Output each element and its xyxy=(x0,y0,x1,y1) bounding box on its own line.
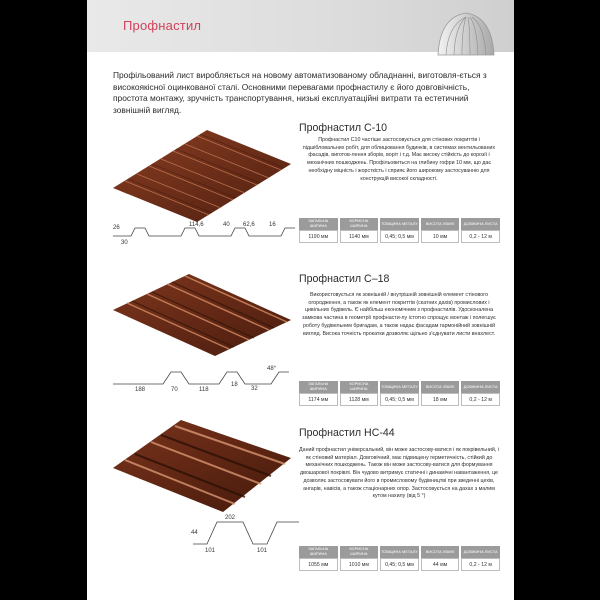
dim-label: 188 xyxy=(135,387,146,392)
spec-value: 0,2 - 12 м xyxy=(461,230,500,243)
spec-value: 1190 мм xyxy=(299,230,338,243)
dim-label: 62,6 xyxy=(243,222,255,228)
dim-label: 101 xyxy=(205,548,216,554)
page-title: Профнастил xyxy=(123,18,202,33)
spec-value: 1174 мм xyxy=(299,393,338,406)
spec-header: КОРИСНА ШИРИНА xyxy=(340,546,379,558)
spec-value: 10 мм xyxy=(421,230,460,243)
spec-value: 1140 мм xyxy=(340,230,379,243)
spec-value: 0,45; 0,5 мм xyxy=(380,230,419,243)
profile-c10-drawing xyxy=(111,220,297,246)
dim-label: 101 xyxy=(257,548,268,554)
spec-value: 18 мм xyxy=(421,393,460,406)
dim-label: 118 xyxy=(199,387,209,392)
product-description-c10: Профнастил С10 частіше застосовується для стінових покриттів і підшібловальних робіт, для облицювання будинків, в системах вентильованих фасадів, виготов-лення зборів, воріт і т.д. Має високу стійкість до корозії і механічних пошкоджень. Профільовиться на глибину гофри 10 мм, що дає необхідну міцність і жорсткість і сприяє його широкому застосуванню для конструкцій високої складності. xyxy=(302,137,496,182)
product-description-hc44: Даний профнастил універсальний, він може застосову-ватися і як покрівельний, і як стіновий матеріал. Довговічний, має підвищену герметичність, стійкий до механічних пошкоджень. Також він може застосову-ватися для формування двошарової покрівлі. Він чудово витримує статичні і динамічні навантаження, це дозволяє застосовувати його в промисловому будівництві при зведенні цехів, ангарів, навісів, а також стаціонарних опор. Застосовується на дахах з малим кутом нахилу (від 5 °) xyxy=(299,447,499,500)
spec-table-hc44 xyxy=(297,546,502,571)
sheet-hc44-image xyxy=(111,418,293,514)
spec-header: ВИСОТА ХВИЛІ xyxy=(421,218,460,230)
spec-table-c10 xyxy=(297,218,502,243)
spec-header: ДОВЖИНА ЛИСТА xyxy=(461,218,500,230)
spec-header: ДОВЖИНА ЛИСТА xyxy=(461,381,500,393)
spec-header: ВИСОТА ХВИЛІ xyxy=(421,546,460,558)
spec-header: ЗАГАЛЬНА ШИРИНА xyxy=(299,218,338,230)
spec-header: ТОВЩИНА МЕТАЛУ xyxy=(380,546,419,558)
dim-label: 48° xyxy=(267,366,277,372)
dim-label: 44 xyxy=(191,530,198,536)
spec-value: 44 мм xyxy=(421,558,460,571)
dim-label: 26 xyxy=(113,225,120,231)
dim-label: 40 xyxy=(223,222,230,228)
spec-header: ЗАГАЛЬНА ШИРИНА xyxy=(299,546,338,558)
product-name-c18: Профнастил С–18 xyxy=(299,273,390,285)
spec-header: КОРИСНА ШИРИНА xyxy=(340,218,379,230)
spec-value: 0,45; 0,5 мм xyxy=(380,558,419,571)
product-name-hc44: Профнастил НС-44 xyxy=(299,427,395,439)
dim-label: 18 xyxy=(231,382,238,388)
spec-value: 0,2 - 12 м xyxy=(461,558,500,571)
intro-paragraph: Профільований лист виробляється на новому автоматизованому обладнанні, виготовля-ється з високоякісної оцинкованої сталі. Основними перевагами профнастилу є його довговічність, простота монтажу, зручність транспортування, низькі експлуатаційні витрати та естетичний зовнішній вигляд. xyxy=(113,70,487,115)
dim-label: 16 xyxy=(269,222,276,228)
spec-table-c18 xyxy=(297,381,502,406)
spec-value: 1055 мм xyxy=(299,558,338,571)
dim-label: 70 xyxy=(171,387,178,392)
brochure-page xyxy=(87,0,514,600)
spec-header: ВИСОТА ХВИЛІ xyxy=(421,381,460,393)
spec-value: 0,2 - 12 м xyxy=(461,393,500,406)
spec-header: ЗАГАЛЬНА ШИРИНА xyxy=(299,381,338,393)
spec-value: 1010 мм xyxy=(340,558,379,571)
profile-c18-drawing xyxy=(111,362,297,392)
profile-hc44-drawing xyxy=(191,510,301,554)
dim-label: 114,6 xyxy=(189,222,204,228)
dim-label: 30 xyxy=(121,240,128,246)
product-name-c10: Профнастил С-10 xyxy=(299,122,388,134)
spec-header: КОРИСНА ШИРИНА xyxy=(340,381,379,393)
sheet-c10-image xyxy=(111,128,293,224)
dim-label: 32 xyxy=(251,386,258,392)
spec-value: 1128 мм xyxy=(340,393,379,406)
spec-value: 0,45; 0,5 мм xyxy=(380,393,419,406)
spec-header: ТОВЩИНА МЕТАЛУ xyxy=(380,218,419,230)
dim-label: 202 xyxy=(225,515,236,521)
spec-header: ТОВЩИНА МЕТАЛУ xyxy=(380,381,419,393)
corrugated-roof-icon xyxy=(428,5,504,59)
spec-header: ДОВЖИНА ЛИСТА xyxy=(461,546,500,558)
sheet-c18-image xyxy=(111,272,293,358)
product-description-c18: Використовується як зовнішній / внутрішній зовнішній елемент стінового огородження, а також як елемент покриттів (скатних дахів) промислових і цивільних будівель. Є найбільш економічним з профнастилів. Удосконалена замкова частина в геометрії профнасти-лу істотно спрощує монтаж і полегшує роботу будівельним бригадам, а також надає фасадам гармонійний зовнішній вигляд. Висока точність прокатки дозволяє щільно з'єднувати листи внахлест. xyxy=(302,292,496,337)
